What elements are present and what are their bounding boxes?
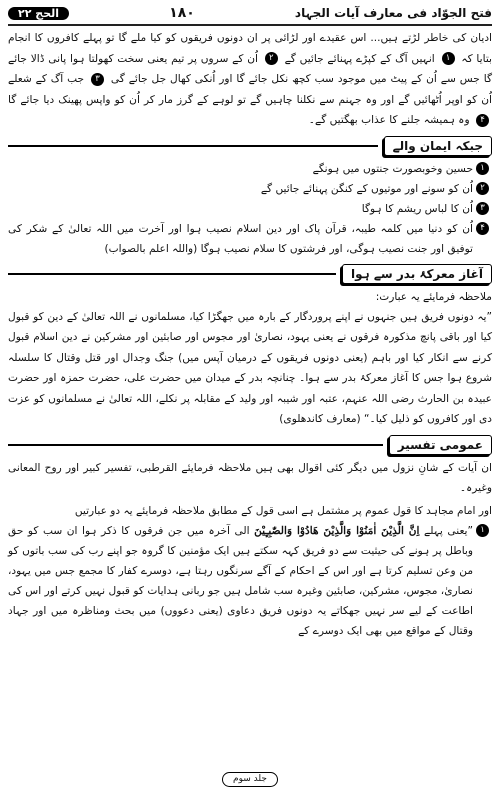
point-number: ۴ [476, 222, 489, 235]
iman-point-text: اُن کو دنیا میں کلمہ طیبہ، قرآن پاک اور دین اسلام نصیب ہوا اور آخرت میں اللہ تعالیٰ کے شکر کی توفیق اور جنت نصیب ہوگی، اور فرشتوں کا سلام نصیب ہوگا (واللہ اعلم بالصواب) [8, 222, 473, 255]
tafsir-point-text [8, 521, 473, 641]
iman-point-2 [8, 179, 492, 199]
iman-point-3 [8, 199, 492, 219]
page-header [8, 2, 492, 26]
point-number: ۲ [476, 182, 489, 195]
tafsir-paragraph-1: ان آیات کے شانِ نزول میں دیگر کئی اقوال بھی ہیں ملاحظہ فرمایئے القرطبی، تفسیر کبیر اور روح المعانی وغیرہ۔ [8, 461, 492, 494]
point-number: ۱ [442, 52, 455, 65]
point-number: ۱ [476, 162, 489, 175]
kuffar-point-2: اُن کے سروں پر تیم یعنی سخت کھولتا ہوا پانی ڈالا جائے گا جس سے اُن کے پیٹ میں موجود سب کچھ نکل جائے گا اور اُنکی کھال جل جائے گی [8, 52, 492, 85]
quranic-verse: اِنَّ الَّذِيْنَ اٰمَنُوْا وَالَّذِيْنَ هَادُوْا وَالصّٰبِـِٕيْنَ [254, 525, 420, 537]
iman-point-text: اُن کا لباس ریشم کا ہوگا [361, 202, 473, 215]
iman-point-text: اُن کو سونے اور موتیوں کے کنگن پہنائے جائیں گے [260, 182, 473, 195]
ibarat-intro: ملاحظہ فرمایئے یہ عبارت: [375, 290, 492, 303]
book-title: فتح الجوّاد فی معارف آیات الجہاد [294, 6, 492, 20]
tafsir-point-1 [8, 521, 492, 641]
section-heading-iman [8, 135, 492, 157]
heading-rule [8, 443, 383, 446]
point-number: ۴ [476, 114, 489, 127]
point-number: ۲ [265, 52, 278, 65]
intro-paragraph [8, 28, 492, 131]
surah-label: الحج ۲۲ [8, 7, 69, 20]
quote-paragraph: ”یہ دونوں فریق ہیں جنہوں نے اپنے پروردگار کے بارہ میں جھگڑا کیا، مسلمانوں نے اللہ تعالیٰ کے دین کو قبول کیا اور باقی پانچ مذکورہ فرقوں نے یعنی یہود، نصاریٰ اور مجوس اور صابئین اور مشرکین نے دین اسلام قبول کرنے سے انکار کیا اور باہم (یعنی دونوں فریقوں کے درمیان آپس میں) جنگ وجدال اور قتل وقتال کا سلسلہ شروع ہوا جس کا آغاز معرکۂ بدر سے ہوا۔ چنانچہ بدر کے میدان میں حضرت علی، حضرت حمزہ اور حضرت عبیدہ بن الحارث رضی اللہ عنہم، عتبہ اور شیبہ اور ولید کے مقابلہ پر نکلے، اللہ تعالیٰ نے مسلمانوں کو عزت دی اور کافروں کو ذلیل کیا۔“ (معارف کاندھلوی) [8, 310, 492, 425]
page [0, 2, 500, 789]
section-heading-badr [8, 263, 492, 285]
point-number: ۳ [91, 73, 104, 86]
heading-label: عمومی تفسیر [389, 435, 492, 455]
section-heading-tafsir [8, 434, 492, 456]
iman-point-1 [8, 159, 492, 179]
tafsir-after-verse: الی آخرہ میں جن فرقوں کا ذکر [101, 525, 250, 537]
heading-rule [8, 144, 378, 147]
kuffar-point-4: وہ ہمیشہ جلنے کا عذاب بھگتیں گے۔ [308, 114, 470, 126]
page-footer [0, 766, 500, 787]
tafsir-paragraph-2: اور امام مجاہد کا قول عموم پر مشتمل ہے اسی قول کے مطابق ملاحظہ فرمایئے یہ دو عبارتیں [74, 504, 492, 517]
heading-label: آغاز معرکۂ بدر سے ہوا [342, 264, 492, 284]
volume-label: جلد سوم [222, 772, 278, 787]
iman-point-4 [8, 219, 492, 259]
heading-rule [8, 272, 336, 275]
intro-text: ادیان کی خاطر لڑتے ہیں... اس عقیدے اور لڑائی پر ان دونوں فریقوں کو کیا ملے گا تو پہلے کافروں کا انجام بتایا کہ [8, 32, 492, 65]
tafsir-lead: ”یعنی پہلے [424, 525, 473, 537]
heading-label: جبکہ ایمان والے [384, 136, 492, 156]
tafsir-body: ہوا ان سب کو حق وباطل پر ہونے کی حیثیت سے دو فریق کہہ سکتے ہیں ایک مؤمنین کا گروہ جو اپنے رب کی سب باتوں کو من وعن تسلیم کرتا ہے اور اس کے احکام کے آگے سرنگوں رہتا ہے، دوسرے کفار کا مجمع جس میں یہود، نصاریٰ، مجوس، مشرکین، صابئین وغیرہ سب شامل ہیں جو ربانی ہدایات کو قبول نہیں کرتے اور اس کی اطاعت کے لیے سر نہیں جھکاتے یہ دونوں فریق دعاوی (یعنی دعووں) میں بحث ومناظرہ میں اور جہاد وقتال کے مواقع میں بھی ایک دوسرے کے [8, 525, 473, 637]
page-number: ۱۸۰ [169, 5, 195, 21]
iman-point-text: حسین وخوبصورت جنتوں میں ہونگے [312, 162, 473, 175]
point-number: ۳ [476, 202, 489, 215]
kuffar-point-3: جب آگ کے شعلے اُن کو اوپر اُٹھائیں گے اور وہ جہنم سے نکلنا چاہیں گے تو لوہے کے گرز مار کر اُن کو واپس پھینک دیا جائے گا [8, 73, 492, 106]
kuffar-point-1: انہیں آگ کے کپڑے پہنائے جائیں گے [284, 52, 435, 65]
point-number: ۱ [476, 524, 489, 537]
